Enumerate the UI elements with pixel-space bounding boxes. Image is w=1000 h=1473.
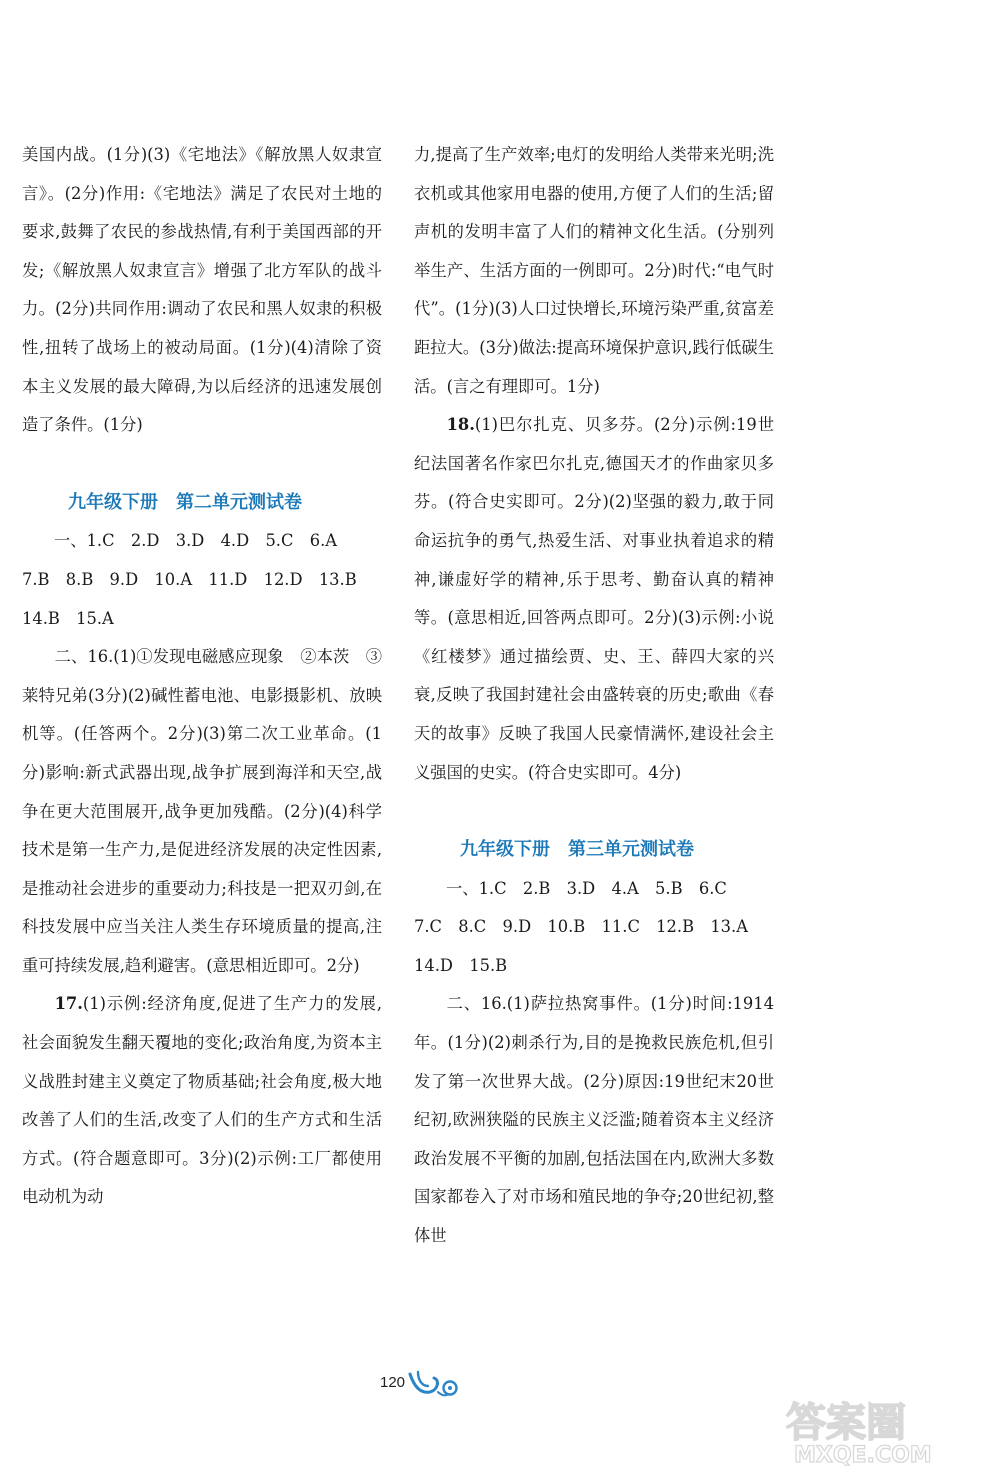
question-16-answer: 二、16.(1)萨拉热窝事件。(1分)时间:1914年。(1分)(2)刺杀行为,目的是挽救民族危机,但引发了第一次世界大战。(2分)原因:19世纪末20世纪初,欧洲狭隘的民族主义泛滥;随着资本主义经济政治发展不平衡的加剧,包括法国在内,欧洲大多数国家都卷入了对市场和殖民地的争夺;20世纪初,整体世 [414,994,774,1246]
choice-answers-line-1: 一、1.C 2.D 3.D 4.D 5.C 6.A [54,531,338,551]
left-column [22,136,382,1217]
question-number: 18. [446,415,475,435]
choice-answers-line-1: 一、1.C 2.B 3.D 4.A 5.B 6.C [446,878,727,898]
question-16-answer: 二、16.(1)①发现电磁感应现象 ②本茨 ③莱特兄弟(3分)(2)碱性蓄电池、电影摄影机、放映机等。(任答两个。2分)(3)第二次工业革命。(1分)影响:新式武器出现,战争扩展到海洋和天空,战争在更大范围展开,战争更加残酷。(2分)(4)科学技术是第一生产力,是促进经济发展的决定性因素,是推动社会进步的重要动力;科技是一把双刃剑,在科技发展中应当关注人类生存环境质量的提高,注重可持续发展,趋利避害。(意思相近即可。2分) [22,647,382,975]
choice-answers-line-3: 14.B 15.A [22,608,114,628]
question-17-text: (1)示例:经济角度,促进了生产力的发展,社会面貌发生翻天覆地的变化;政治角度,为资本主义战胜封建主义奠定了物质基础;社会角度,极大地改善了人们的生活,改变了人们的生产方式和生活方式。(符合题意即可。3分)(2)示例:工厂都使用电动机为动 [22,994,382,1207]
watermark-logo [780,1392,990,1467]
continued-answer-paragraph: 美国内战。(1分)(3)《宅地法》《解放黑人奴隶宣言》。(2分)作用:《宅地法》满足了农民对土地的要求,鼓舞了农民的参战热情,有利于美国西部的开发;《解放黑人奴隶宣言》增强了北方军队的战斗力。(2分)共同作用:调动了农民和黑人奴隶的积极性,扭转了战场上的被动局面。(1分)(4)清除了资本主义发展的最大障碍,为以后经济的迅速发展创造了条件。(1分) [22,145,382,435]
right-column [414,136,774,1256]
question-18-answer [414,406,774,792]
continued-answer-paragraph: 力,提高了生产效率;电灯的发明给人类带来光明;洗衣机或其他家用电器的使用,方便了人们的生活;留声机的发明丰富了人们的精神文化生活。(分别列举生产、生活方面的一例即可。2分)时代:“电气时代”。(1分)(3)人口过快增长,环境污染严重,贫富差距拉大。(3分)做法:提高环境保护意识,践行低碳生活。(言之有理即可。1分) [414,145,774,396]
svg-text:答案圈: 答案圈 [786,1400,906,1446]
question-17-answer [22,985,382,1217]
choice-answers-line-3: 14.D 15.B [414,955,508,975]
question-number: 17. [54,994,83,1014]
section-title-unit-2: 九年级下册 第二单元测试卷 [68,491,302,513]
svg-text:MXQE.COM: MXQE.COM [794,1443,932,1467]
choice-answers-line-2: 7.B 8.B 9.D 10.A 11.D 12.D 13.B [22,569,357,589]
question-18-text: (1)巴尔扎克、贝多芬。(2分)示例:19世纪法国著名作家巴尔扎克,德国天才的作曲家贝多芬。(符合史实即可。2分)(2)坚强的毅力,敢于同命运抗争的勇气,热爱生活、对事业执着追求的精神,谦虚好学的精神,乐于思考、勤奋认真的精神等。(意思相近,回答两点即可。2分)(3)示例:小说《红楼梦》通过描绘贾、史、王、薛四大家的兴衰,反映了我国封建社会由盛转衰的历史;歌曲《春天的故事》反映了我国人民豪情满怀,建设社会主义强国的史实。(符合史实即可。4分) [414,415,774,782]
choice-answers-line-2: 7.C 8.C 9.D 10.B 11.C 12.B 13.A [414,917,748,937]
swirl-ornament-icon [404,1368,474,1402]
page-number: 120 [380,1374,406,1391]
section-title-unit-3: 九年级下册 第三单元测试卷 [460,839,694,861]
